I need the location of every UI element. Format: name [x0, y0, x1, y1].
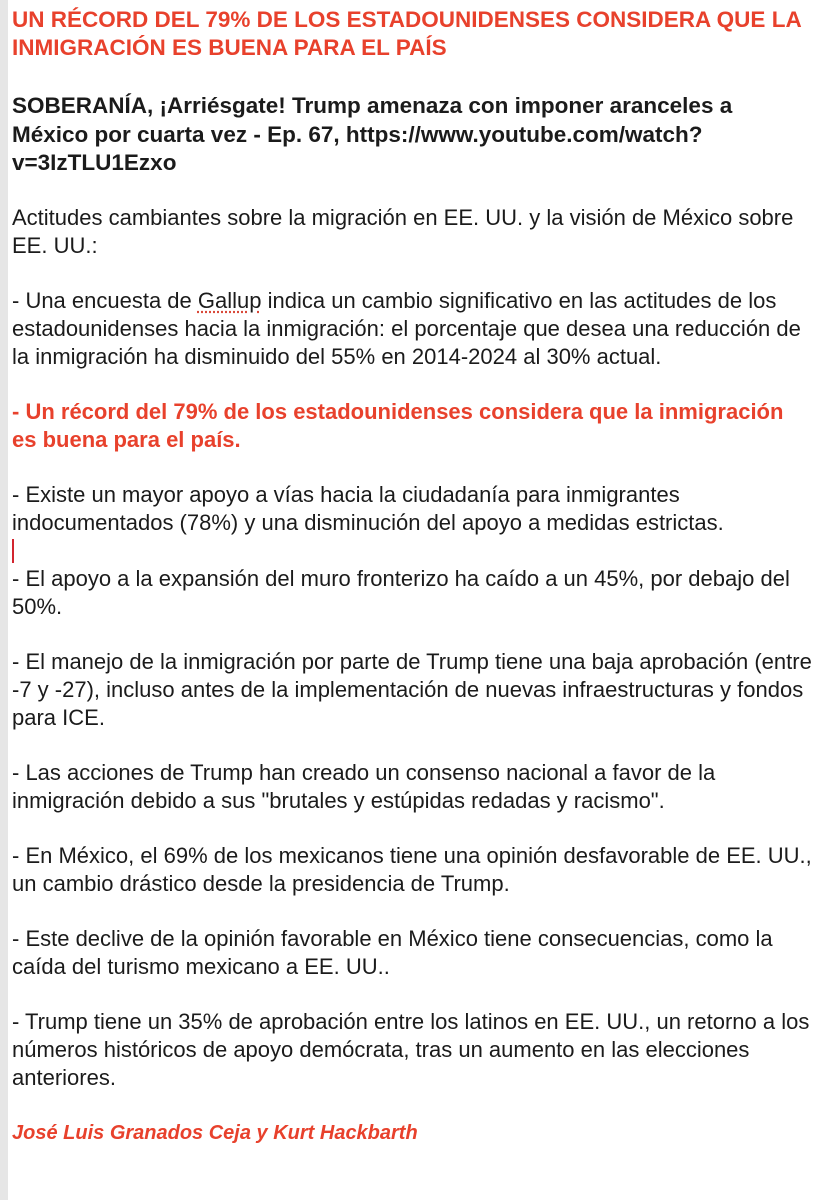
bullet-national-consensus: - Las acciones de Trump han creado un consenso nacional a favor de la inmigración debido a sus "brutales y estúpidas redadas y racismo". [12, 759, 716, 813]
bullet-gallup-survey [12, 287, 812, 371]
bullet-latino-approval: - Trump tiene un 35% de aprobación entre los latinos en EE. UU., un retorno a los números históricos de apoyo demócrata, tras un aumento en las elecciones anteriores. [12, 1008, 810, 1090]
bullet-1-prefix: - Una encuesta de [12, 287, 198, 313]
editor-left-gutter [0, 0, 8, 1200]
document-body[interactable] [12, 6, 812, 1147]
bullet-tourism-decline: - Este declive de la opinión favorable en México tiene consecuencias, como la caída del turismo mexicano a EE. UU.. [12, 925, 773, 979]
headline: UN RÉCORD DEL 79% DE LOS ESTADOUNIDENSES CONSIDERA QUE LA INMIGRACIÓN ES BUENA PARA EL PAÍS [12, 7, 801, 60]
episode-title: SOBERANÍA, ¡Arriésgate! Trump amenaza con imponer aranceles a México por cuarta vez - Ep. 67, https://www.youtube.com/watch?v=3IzTLU1Ezxo [12, 93, 733, 175]
author-credits: José Luis Granados Ceja y Kurt Hackbarth [12, 1121, 418, 1144]
empty-line-with-caret[interactable] [12, 537, 812, 565]
text-cursor [12, 539, 14, 563]
bullet-record-highlight: - Un récord del 79% de los estadounidenses considera que la inmigración es buena para el país. [12, 398, 784, 452]
intro-paragraph: Actitudes cambiantes sobre la migración en EE. UU. y la visión de México sobre EE. UU.: [12, 204, 794, 258]
spellcheck-flagged-word[interactable]: Gallup [197, 287, 262, 313]
bullet-border-wall: - El apoyo a la expansión del muro fronterizo ha caído a un 45%, por debajo del 50%. [12, 565, 790, 619]
bullet-trump-approval: - El manejo de la inmigración por parte de Trump tiene una baja aprobación (entre -7 y -27), incluso antes de la implementación de nuevas infraestructuras y fondos para ICE. [12, 648, 812, 730]
bullet-citizenship-support: - Existe un mayor apoyo a vías hacia la ciudadanía para inmigrantes indocumentados (78%) y una disminución del apoyo a medidas estrictas. [12, 481, 724, 535]
bullet-mexico-opinion: - En México, el 69% de los mexicanos tiene una opinión desfavorable de EE. UU., un cambio drástico desde la presidencia de Trump. [12, 842, 812, 896]
bullet-1-suffix: indica un cambio significativo en las actitudes de los estadounidenses hacia la inmigración: el porcentaje que desea una reducción de la inmigración ha disminuido del 55% en 2014-2024 al 30% actual. [12, 287, 801, 369]
